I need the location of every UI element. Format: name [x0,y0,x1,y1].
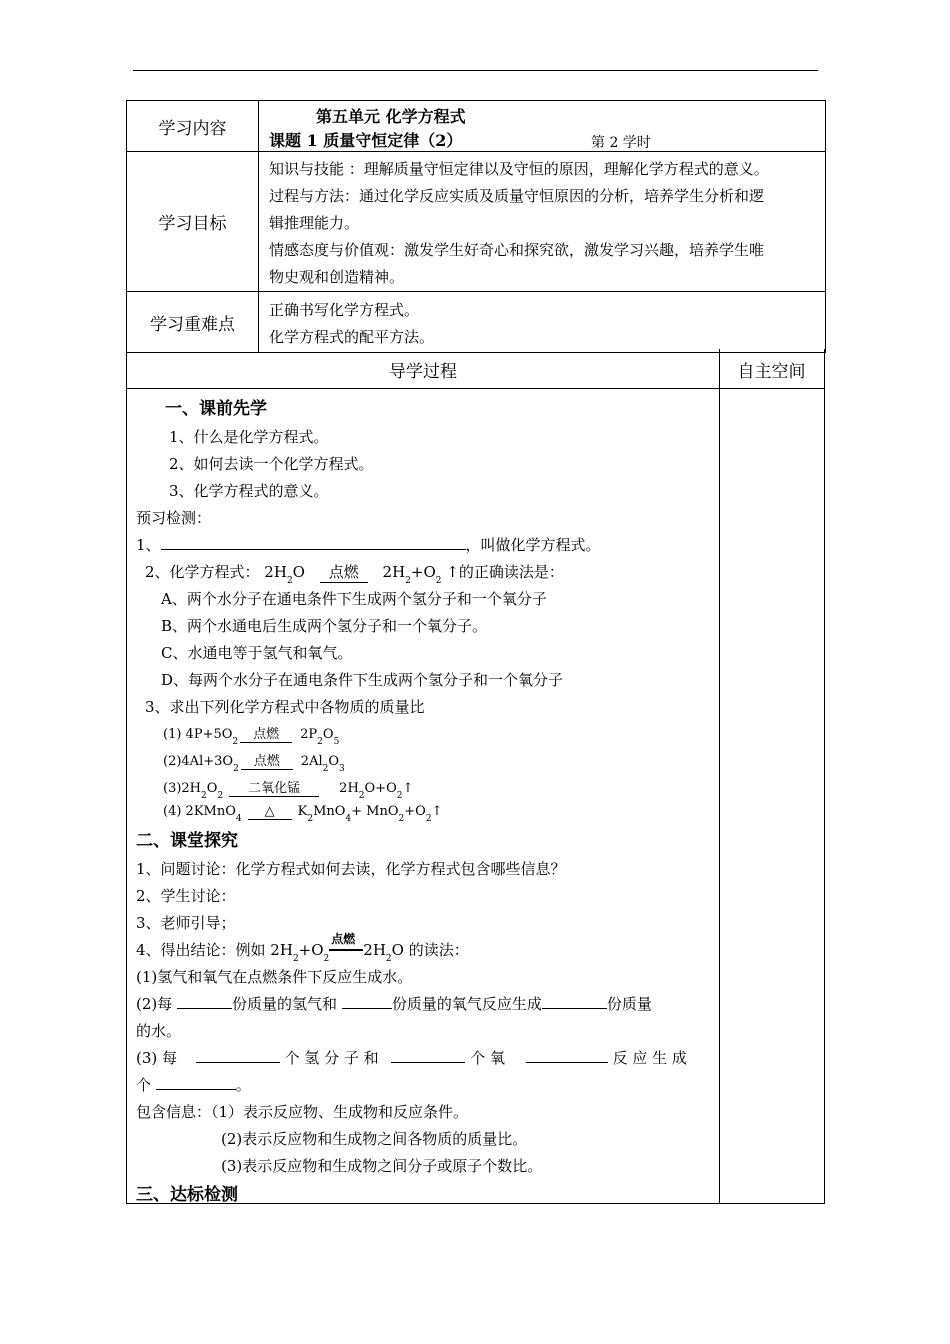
explore-line: 2、学生讨论： [136,887,236,905]
info-line: 包含信息：（1）表示反应物、生成物和反应条件。 [136,1103,469,1121]
eq-part: + MnO [351,804,399,819]
eq-part: +O [404,804,426,819]
c3-part: 。 [235,1076,251,1094]
conclusion-1: (1)氢气和氧气在点燃条件下反应生成水。 [136,968,413,986]
subscript: 2 [307,814,314,824]
equation-1 [163,723,340,747]
eq4-condition: △ [248,804,292,820]
subscript: 2 [405,576,411,586]
c3-part: 个 [136,1076,152,1094]
blank[interactable] [391,1048,465,1063]
option: B、两个水通电后生成两个氢分子和一个氧分子。 [161,617,488,635]
goal-line: 知识与技能 ：理解质量守恒定律以及守恒的原因，理解化学方程式的意义。 [269,160,769,178]
q2 [145,561,564,586]
q2-plus: +O [410,563,436,581]
q2-condition: 点燃 [320,561,368,583]
eq-part: 2H [339,781,359,796]
equation-3 [163,777,414,801]
subscript: 2 [398,814,405,824]
key-cell [259,292,826,353]
subscript: 2 [217,791,224,801]
eq-part: ↑ [431,804,443,819]
guide-body [126,349,825,1204]
arrow-line [329,949,363,951]
period: 第 2 学时 [591,135,651,151]
subscript: 2 [317,737,323,747]
eq-part: 2Al [300,754,323,769]
check-label: 预习检测： [136,509,212,527]
blank[interactable] [196,1048,280,1063]
content-cell [259,101,826,152]
guide-heading: 导学过程 [389,362,457,382]
equation-2 [163,750,345,774]
l4-part: 4、得出结论：例如 2H [136,941,293,959]
q3: 3、求出下列化学方程式中各物质的质量比 [145,698,425,716]
blank[interactable] [542,994,607,1009]
eq-part: (4) 2KMnO [163,804,236,819]
subscript: 4 [235,814,242,824]
eq-part: MnO [313,804,346,819]
option: C、水通电等于氢气和氧气。 [161,644,353,662]
section2-title: 二、课堂探究 [136,831,238,851]
key-point: 化学方程式的配平方法。 [269,328,435,346]
q2-h: 2H [382,563,406,581]
subscript: 2 [435,576,442,586]
c2-part: 份质量的氢气和 [232,995,338,1013]
eq2-condition: 点燃 [241,750,293,770]
option: A、两个水分子在通电条件下生成两个氢分子和一个氧分子 [161,590,547,608]
subscript: 2 [201,791,207,801]
l4-condition: 点燃 [331,932,356,946]
eq-part: O+O [364,781,397,796]
eq3-condition: 二氧化锰 [229,777,319,797]
l4-part: O 的读法： [391,941,469,959]
key-label: 学习重难点 [127,292,259,353]
section1-title: 一、课前先学 [165,399,267,419]
conclusion-3 [136,1047,687,1068]
l4-arrow [329,932,363,959]
l4-part: 2H [363,941,386,959]
blank[interactable] [177,994,232,1009]
q1-blank[interactable] [161,535,466,550]
equation-4 [163,804,443,824]
eq1-condition: 点燃 [240,723,292,743]
explore-line: 1、问题讨论：化学方程式如何去读，化学方程式包含哪些信息？ [136,860,566,878]
blank[interactable] [156,1075,236,1090]
goal-line: 过程与方法：通过化学反应实质及质量守恒原因的分析，培养学生分析和逻 [269,187,765,205]
c2-part: (2)每 [136,995,173,1013]
prestudy-item: 3、化学方程式的意义。 [169,482,329,500]
eq-part: O [328,754,340,769]
subscript: 2 [322,764,329,774]
self-heading: 自主空间 [737,362,806,382]
explore-line: 3、老师引导； [136,914,236,932]
c3-part: 反 应 生 成 [612,1049,687,1067]
q2-suffix: ↑的正确读法是： [446,563,564,581]
conclusion-2-end: 的水。 [136,1022,182,1040]
l4-part: +O [298,941,324,959]
conclusion-line [136,932,469,964]
subscript: 2 [425,814,432,824]
conclusion-3-end [136,1074,251,1095]
q1-prefix: 1、 [136,536,161,554]
subscript: 2 [233,764,239,774]
subscript: 3 [339,764,345,774]
eq-part: ↑ [402,781,414,796]
unit-title: 第五单元 化学方程式 [316,107,466,126]
content-label: 学习内容 [127,101,259,152]
subscript: 2 [292,954,299,964]
top-rule [133,70,818,71]
eq-part: (1) 4P+5O [163,727,233,742]
subscript: 5 [333,737,340,747]
eq-part: 2P [300,727,318,742]
column-divider [719,349,720,1204]
goals-label: 学习目标 [127,152,259,292]
subscript: 4 [345,814,352,824]
option: D、每两个水分子在通电条件下生成两个氢分子和一个氧分子 [161,671,564,689]
eq-part: K [297,804,308,819]
eq-part: O [206,781,218,796]
c2-part: 份质量 [606,995,652,1013]
blank[interactable] [526,1048,608,1063]
goal-line: 物史观和创造精神。 [269,268,405,286]
subscript: 2 [358,791,365,801]
header-table [126,100,826,353]
subscript: 2 [286,576,293,586]
eq-part: (2)4Al+3O [163,754,234,769]
c3-part: 个 氢 分 子 和 [284,1049,379,1067]
q1-suffix: ，叫做化学方程式。 [465,536,601,554]
c3-part: 个 氧 [470,1049,506,1067]
conclusion-2 [136,993,652,1014]
q2-prefix: 2、化学方程式： 2H [145,563,287,581]
c2-part: 份质量的氧气反应生成 [391,995,542,1013]
subscript: 2 [232,737,239,747]
key-point: 正确书写化学方程式。 [269,301,420,319]
prestudy-item: 1、什么是化学方程式。 [169,428,329,446]
section3-title: 三、达标检测 [136,1185,238,1205]
info-line: (2)表示反应物和生成物之间各物质的质量比。 [221,1130,528,1148]
info-line: (3)表示反应物和生成物之间分子或原子个数比。 [221,1157,543,1175]
prestudy-item: 2、如何去读一个化学方程式。 [169,455,374,473]
goal-line: 情感态度与价值观：激发学生好奇心和探究欲，激发学习兴趣，培养学生唯 [269,241,765,259]
goal-line: 辑推理能力。 [269,214,360,232]
q1 [136,534,601,555]
subscript: 2 [385,954,392,964]
q2-o: O [292,563,305,581]
eq-part: (3)2H [163,781,202,796]
goals-cell [259,152,826,292]
eq-part: O [322,727,334,742]
subscript: 2 [323,954,330,964]
blank[interactable] [342,994,392,1009]
lesson-title: 课题 1 质量守恒定律（2） [269,131,463,150]
subscript: 2 [396,791,403,801]
c3-part: (3) 每 [136,1049,178,1067]
